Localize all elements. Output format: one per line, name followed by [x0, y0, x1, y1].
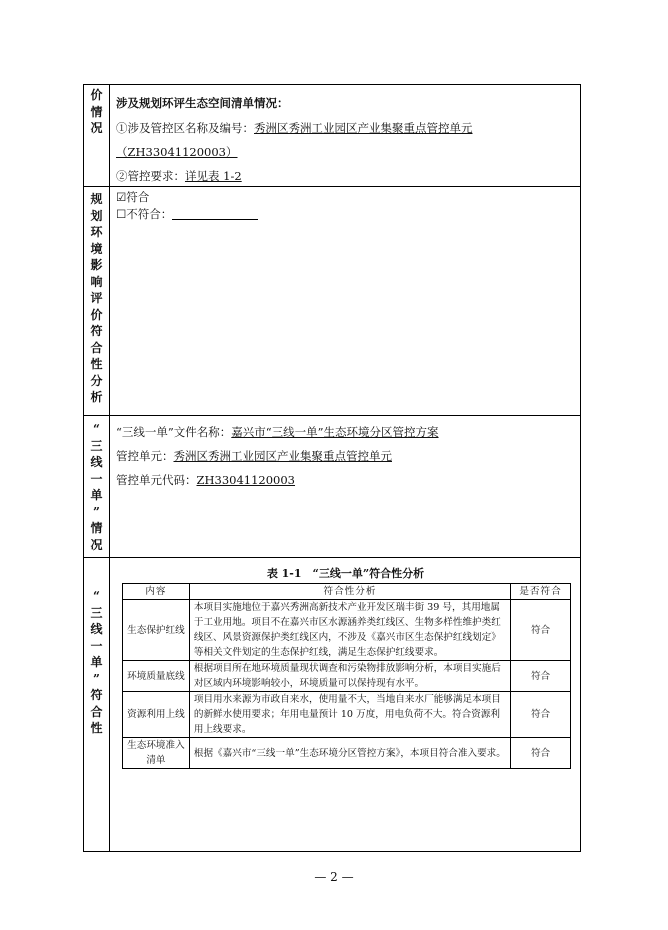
info-row-label: “ 三 线 一 单 ” 情 况 — [90, 422, 103, 552]
control-unit-line — [116, 448, 392, 464]
row-result: 符合 — [511, 692, 571, 738]
ecological-space-heading: 涉及规划环评生态空间清单情况： — [116, 96, 289, 110]
document-name-prefix: “三线一单”文件名称： — [116, 425, 232, 439]
control-unit-name: 秀洲区秀洲工业园区产业集聚重点管控单元 — [173, 449, 392, 463]
row-analysis: 根据《嘉兴市“三线一单”生态环境分区管控方案》，本项目符合准入要求。 — [189, 738, 510, 769]
table-caption: 表 1-1 “三线一单”符合性分析 — [266, 567, 425, 580]
control-requirement-line — [116, 168, 242, 184]
row-divider — [84, 415, 580, 416]
control-zone-name-line — [116, 120, 473, 136]
row-item: 资源利用上线 — [123, 692, 190, 738]
column-header-analysis: 符合性分析 — [189, 584, 510, 600]
row-divider — [84, 186, 580, 187]
control-zone-name: 秀洲区秀洲工业园区产业集聚重点管控单元 — [254, 121, 473, 135]
assessment-table — [83, 84, 581, 852]
noncompliant-blank — [172, 207, 258, 220]
table-row — [123, 738, 571, 769]
row-divider — [84, 557, 580, 558]
table-header-row — [123, 584, 571, 600]
control-unit-code-prefix: 管控单元代码： — [116, 473, 197, 487]
page-number: — 2 — — [314, 870, 354, 884]
column-header-content: 内容 — [123, 584, 190, 600]
table-row — [123, 600, 571, 661]
noncompliant-checkbox-line[interactable] — [116, 206, 258, 222]
row-result: 符合 — [511, 661, 571, 692]
compliance-row-label: 规 划 环 境 影 响 评 价 符 合 性 分 析 — [90, 192, 103, 404]
control-zone-prefix: ①涉及管控区名称及编号： — [116, 121, 254, 135]
table-row — [123, 661, 571, 692]
row-item: 生态保护红线 — [123, 600, 190, 661]
row-analysis: 项目用水来源为市政自来水，使用量不大，当地自来水厂能够满足本项目的新鲜水使用要求；年用电量预计 10 万度，用电负荷不大。符合资源利用上线要求。 — [189, 692, 510, 738]
label-column-divider — [109, 85, 110, 851]
noncompliant-checkbox[interactable]: ☐不符合： — [116, 207, 173, 221]
evaluation-row-label: 价 情 况 — [90, 88, 103, 135]
analysis-row-label: “ 三 线 一 单 ” 符 合 性 — [90, 589, 103, 735]
row-item: 环境质量底线 — [123, 661, 190, 692]
row-result: 符合 — [511, 738, 571, 769]
column-header-result: 是否符合 — [511, 584, 571, 600]
control-requirement-value: 详见表 1-2 — [185, 169, 242, 183]
document-name: 嘉兴市“三线一单”生态环境分区管控方案 — [231, 425, 439, 439]
row-analysis: 根据项目所在地环境质量现状调查和污染物排放影响分析，本项目实施后对区域内环境影响较小，环境质量可以保持现有水平。 — [189, 661, 510, 692]
row-analysis: 本项目实施地位于嘉兴秀洲高新技术产业开发区瑞丰街 39 号，其用地属于工业用地。项目不在嘉兴市区水源涵养类红线区、生物多样性维护类红线区、风景资源保护类红线区内，不涉及《嘉兴市区生态保护红线划定》等相关文件划定的生态保护红线，满足生态保护红线要求。 — [189, 600, 510, 661]
row-result: 符合 — [511, 600, 571, 661]
compliance-analysis-table — [122, 583, 571, 769]
control-unit-code-line — [116, 472, 295, 488]
control-zone-code: （ZH33041120003） — [116, 145, 238, 159]
document-name-line — [116, 424, 439, 440]
control-unit-code: ZH33041120003 — [196, 473, 296, 487]
control-requirement-prefix: ②管控要求： — [116, 169, 185, 183]
row-item: 生态环境准入清单 — [123, 738, 190, 769]
table-row — [123, 692, 571, 738]
compliant-checkbox[interactable]: ☑符合 — [116, 190, 150, 204]
control-unit-prefix: 管控单元： — [116, 449, 174, 463]
